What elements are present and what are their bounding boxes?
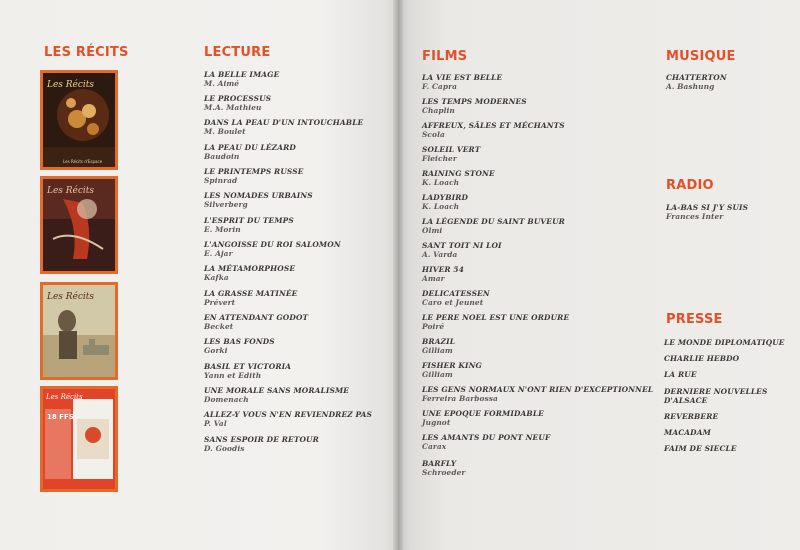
entry-author: Spinrad (204, 176, 238, 185)
entry-author: Ferreira Barbossa (422, 394, 498, 403)
entry-author: Olmi (422, 226, 443, 235)
lecture-entry (204, 386, 349, 404)
entry-author: Baudoin (204, 152, 240, 161)
entry-title: LA MÉTAMORPHOSE (204, 264, 296, 273)
film-entry (422, 169, 495, 187)
presse-entry (664, 396, 707, 405)
lecture-entry (204, 362, 291, 380)
entry-title: HIVER 54 (422, 265, 465, 274)
lecture-entry (204, 435, 319, 453)
entry-title: LA VIE EST BELLE (422, 73, 503, 82)
cover-1-caption: Les Récits d'Espace (63, 159, 103, 164)
heading-lecture: LECTURE (204, 45, 271, 60)
entry-title: L'ANGOISSE DU ROI SALOMON (204, 240, 341, 249)
film-entry (422, 385, 653, 403)
entry-author: Carax (422, 442, 447, 451)
lecture-entry (204, 313, 308, 331)
lecture-entry (204, 410, 372, 428)
entry-title: REVERBERE (664, 412, 719, 421)
entry-author: Amar (422, 274, 445, 283)
lecture-entry (204, 289, 297, 307)
film-entry (422, 121, 565, 139)
entry-title: EN ATTENDANT GODOT (204, 313, 309, 322)
entry-author: Jugnot (422, 418, 451, 427)
entry-author: Yann et Edith (204, 371, 262, 380)
entry-title: D'ALSACE (664, 396, 708, 405)
entry-author: Becket (204, 322, 234, 331)
entry-title: MACADAM (664, 428, 711, 437)
entry-author: Poiré (422, 322, 445, 331)
entry-title: CHARLIE HEBDO (664, 354, 740, 363)
presse-entry (664, 370, 697, 379)
entry-author: K. Loach (422, 202, 460, 211)
film-entry (422, 433, 550, 451)
entry-title: FAIM DE SIECLE (664, 444, 737, 453)
presse-entry (664, 338, 785, 347)
radio-entry (666, 203, 748, 221)
entry-title: LES TEMPS MODERNES (422, 97, 527, 106)
film-entry (422, 337, 455, 355)
heading-musique: MUSIQUE (666, 49, 736, 64)
entry-title: LE PERE NOEL EST UNE ORDURE (422, 313, 570, 322)
entry-title: LA-BAS SI J'Y SUIS (666, 203, 749, 212)
cover-image-2 (40, 176, 118, 274)
film-entry (422, 73, 502, 91)
film-entry (422, 459, 465, 477)
entry-title: LA LÉGENDE DU SAINT BUVEUR (422, 217, 565, 226)
cover-image-1 (40, 70, 118, 170)
entry-title: LE MONDE DIPLOMATIQUE (664, 338, 785, 347)
lecture-entry (204, 337, 275, 355)
cover-4-logo: Les Récits (46, 393, 83, 401)
entry-title: BRAZIL (422, 337, 456, 346)
film-entry (422, 361, 482, 379)
cover-image-3 (40, 282, 118, 380)
entry-author: A. Varda (422, 250, 458, 259)
film-entry (422, 265, 464, 283)
cover-3-art (43, 285, 115, 377)
entry-title: BARFLY (422, 459, 457, 468)
lecture-entry (204, 240, 341, 258)
entry-title: SANS ESPOIR DE RETOUR (204, 435, 319, 444)
entry-author: K. Loach (422, 178, 460, 187)
entry-title: LE PROCESSUS (204, 94, 272, 103)
lecture-entry (204, 118, 363, 136)
entry-title: L'ESPRIT DU TEMPS (204, 216, 294, 225)
presse-entry (664, 412, 718, 421)
entry-title: RAINING STONE (422, 169, 495, 178)
entry-title: LES NOMADES URBAINS (204, 191, 313, 200)
entry-title: SOLEIL VERT (422, 145, 481, 154)
cover-2-logo: Les Récits (47, 186, 95, 196)
entry-author: Gilliam (422, 370, 453, 379)
entry-title: SANT TOIT NI LOI (422, 241, 502, 250)
film-entry (422, 289, 490, 307)
entry-title: UNE MORALE SANS MORALISME (204, 386, 350, 395)
entry-title: LES GENS NORMAUX N'ONT RIEN D'EXCEPTIONNEL (422, 385, 654, 394)
entry-title: DERNIERE NOUVELLES (664, 387, 768, 396)
entry-title: LES AMANTS DU PONT NEUF (422, 433, 551, 442)
heading-les-recits: LES RÉCITS (44, 45, 129, 60)
cover-4-art (43, 389, 115, 489)
entry-author: A. Bashung (666, 82, 715, 91)
entry-author: M. Aimé (204, 79, 240, 88)
entry-title: DANS LA PEAU D'UN INTOUCHABLE (204, 118, 364, 127)
entry-title: LA PEAU DU LÉZARD (204, 143, 296, 152)
lecture-entry (204, 264, 295, 282)
cover-1-art (43, 73, 115, 167)
entry-author: Silverberg (204, 200, 248, 209)
heading-films: FILMS (422, 49, 468, 64)
presse-entry (664, 387, 767, 396)
entry-author: Domenach (204, 395, 249, 404)
presse-entry (664, 354, 739, 363)
film-entry (422, 409, 544, 427)
entry-author: D. Goodis (204, 444, 245, 453)
presse-entry (664, 428, 711, 437)
entry-author: Caro et Jeunet (422, 298, 484, 307)
entry-author: M.A. Mathieu (204, 103, 262, 112)
lecture-entry (204, 94, 271, 112)
entry-author: F. Capra (422, 82, 457, 91)
entry-author: E. Morin (204, 225, 241, 234)
entry-title: AFFREUX, SÂLES ET MÉCHANTS (422, 121, 565, 130)
entry-title: ALLEZ-Y VOUS N'EN REVIENDREZ PAS (204, 410, 373, 419)
entry-author: Frances Inter (666, 212, 724, 221)
film-entry (422, 193, 468, 211)
entry-author: Gilliam (422, 346, 453, 355)
entry-title: LADYBIRD (422, 193, 469, 202)
lecture-entry (204, 70, 279, 88)
lecture-entry (204, 216, 294, 234)
entry-title: LA RUE (664, 370, 697, 379)
entry-title: UNE EPOQUE FORMIDABLE (422, 409, 544, 418)
cover-1-logo: Les Récits (47, 80, 95, 90)
entry-author: Kafka (204, 273, 229, 282)
entry-title: FISHER KING (422, 361, 482, 370)
cover-4-badge: 18 FFS (47, 413, 74, 421)
entry-title: BASIL ET VICTORIA (204, 362, 292, 371)
entry-author: E. Ajar (204, 249, 233, 258)
entry-title: DELICATESSEN (422, 289, 490, 298)
entry-title: LA GRASSE MATINÉE (204, 289, 298, 298)
entry-author: Fleicher (422, 154, 457, 163)
entry-author: Schroeder (422, 468, 466, 477)
film-entry (422, 145, 480, 163)
entry-author: Prévert (204, 298, 236, 307)
heading-presse: PRESSE (666, 312, 723, 327)
entry-author: M. Boulet (204, 127, 246, 136)
entry-title: LE PRINTEMPS RUSSE (204, 167, 304, 176)
entry-author: Gorki (204, 346, 228, 355)
film-entry (422, 97, 527, 115)
cover-2-art (43, 179, 115, 271)
entry-author: Chaplin (422, 106, 455, 115)
entry-title: LA BELLE IMAGE (204, 70, 280, 79)
cover-image-4 (40, 386, 118, 492)
film-entry (422, 241, 502, 259)
lecture-entry (204, 143, 296, 161)
lecture-entry (204, 191, 313, 209)
entry-title: CHATTERTON (666, 73, 727, 82)
lecture-entry (204, 167, 304, 185)
presse-entry (664, 444, 737, 453)
heading-radio: RADIO (666, 178, 714, 193)
film-entry (422, 217, 565, 235)
entry-title: LES BAS FONDS (204, 337, 275, 346)
entry-author: Scola (422, 130, 445, 139)
cover-3-logo: Les Récits (47, 292, 95, 302)
book-gutter (393, 0, 403, 550)
musique-entry (666, 73, 727, 91)
entry-author: P. Val (204, 419, 227, 428)
film-entry (422, 313, 569, 331)
